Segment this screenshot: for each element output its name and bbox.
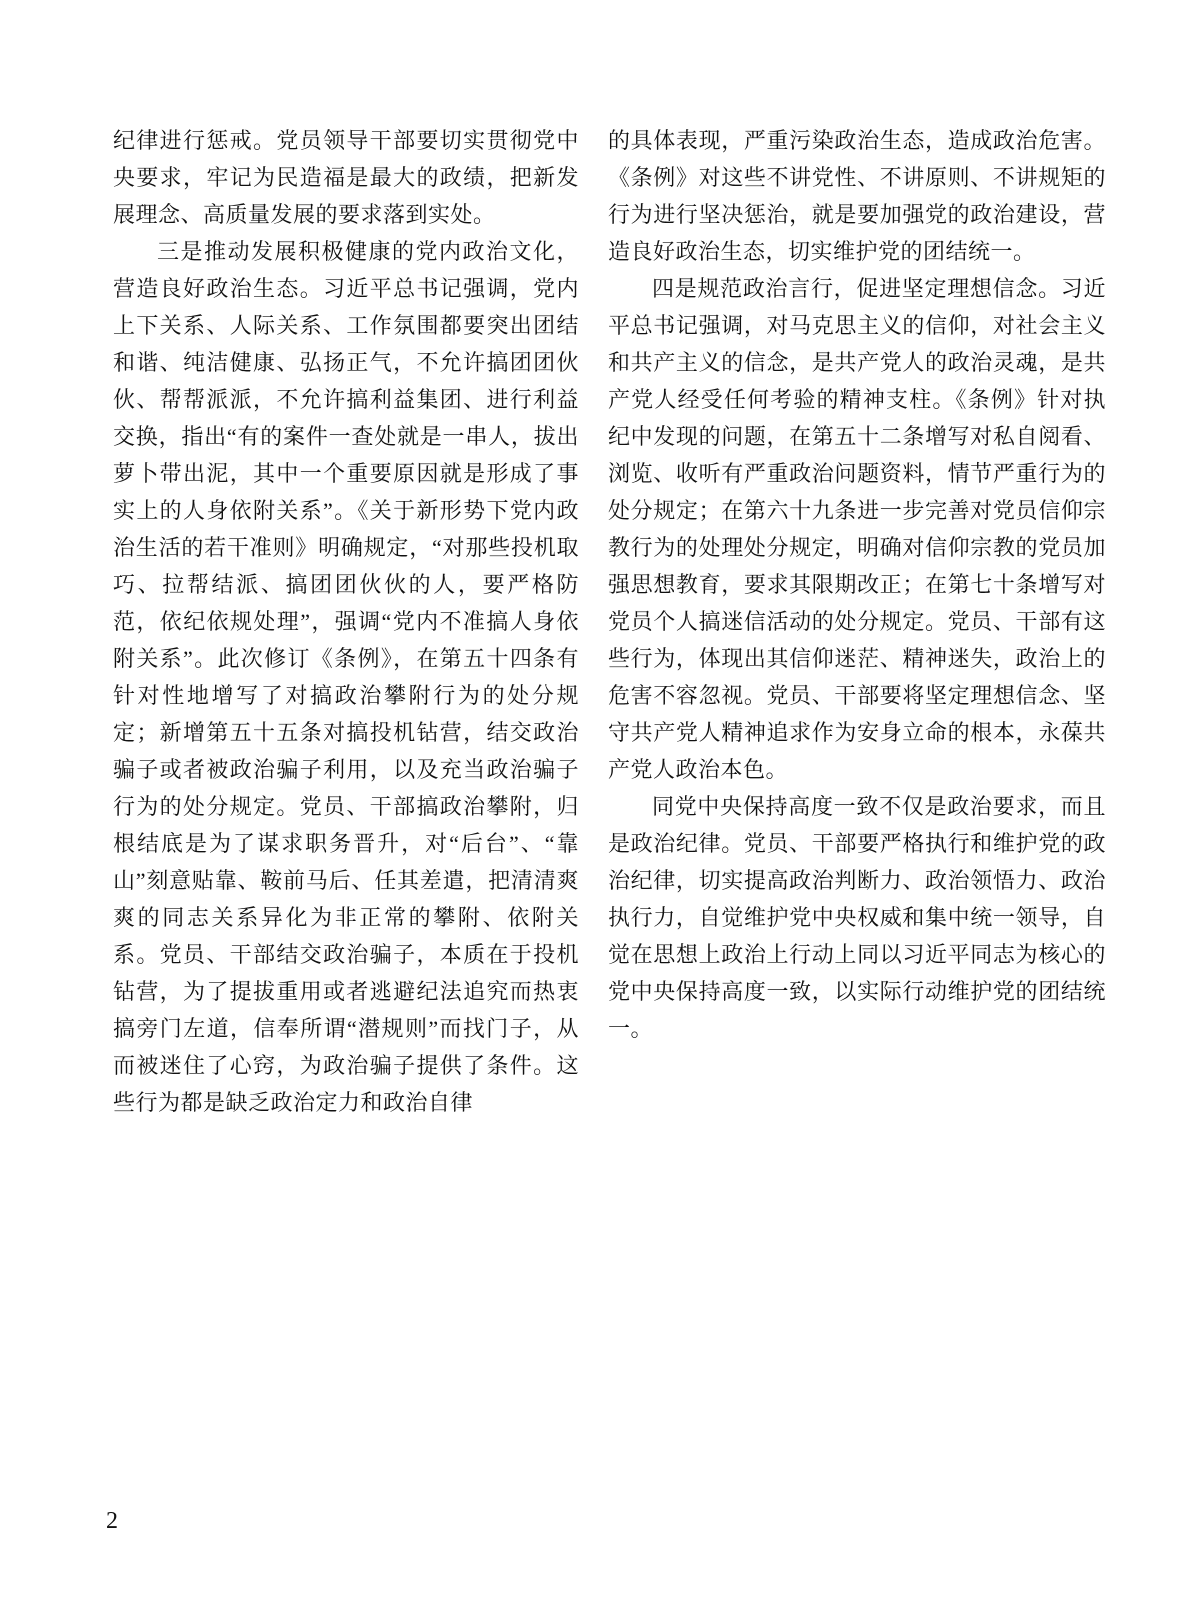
text-column-left xyxy=(113,122,579,1121)
paragraph: 三是推动发展积极健康的党内政治文化，营造良好政治生态。习近平总书记强调，党内上下关系、人际关系、工作氛围都要突出团结和谐、纯洁健康、弘扬正气，不允许搞团团伙伙、帮帮派派，不允许搞利益集团、进行利益交换，指出“有的案件一查处就是一串人，拔出萝卜带出泥，其中一个重要原因就是形成了事实上的人身依附关系”。《关于新形势下党内政治生活的若干准则》明确规定，“对那些投机取巧、拉帮结派、搞团团伙伙的人，要严格防范，依纪依规处理”，强调“党内不准搞人身依附关系”。此次修订《条例》，在第五十四条有针对性地增写了对搞政治攀附行为的处分规定；新增第五十五条对搞投机钻营，结交政治骗子或者被政治骗子利用，以及充当政治骗子行为的处分规定。党员、干部搞政治攀附，归根结底是为了谋求职务晋升，对“后台”、“靠山”刻意贴靠、鞍前马后、任其差遣，把清清爽爽的同志关系异化为非正常的攀附、依附关系。党员、干部结交政治骗子，本质在于投机钻营，为了提拔重用或者逃避纪法追究而热衷搞旁门左道，信奉所谓“潜规则”而找门子，从而被迷住了心窍，为政治骗子提供了条件。这些行为都是缺乏政治定力和政治自律 xyxy=(113,239,579,1115)
paragraph: 同党中央保持高度一致不仅是政治要求，而且是政治纪律。党员、干部要严格执行和维护党的政治纪律，切实提高政治判断力、政治领悟力、政治执行力，自觉维护党中央权威和集中统一领导，自觉在思想上政治上行动上同以习近平同志为核心的党中央保持高度一致，以实际行动维护党的团结统一。 xyxy=(608,794,1106,1041)
paragraph: 四是规范政治言行，促进坚定理想信念。习近平总书记强调，对马克思主义的信仰，对社会主义和共产主义的信念，是共产党人的政治灵魂，是共产党人经受任何考验的精神支柱。《条例》针对执纪中发现的问题，在第五十二条增写对私自阅看、浏览、收听有严重政治问题资料，情节严重行为的处分规定；在第六十九条进一步完善对党员信仰宗教行为的处理处分规定，明确对信仰宗教的党员加强思想教育，要求其限期改正；在第七十条增写对党员个人搞迷信活动的处分规定。党员、干部有这些行为，体现出其信仰迷茫、精神迷失，政治上的危害不容忽视。党员、干部要将坚定理想信念、坚守共产党人精神追求作为安身立命的根本，永葆共产党人政治本色。 xyxy=(608,276,1106,782)
page-number: 2 xyxy=(106,1508,118,1534)
paragraph: 的具体表现，严重污染政治生态，造成政治危害。《条例》对这些不讲党性、不讲原则、不讲规矩的行为进行坚决惩治，就是要加强党的政治建设，营造良好政治生态，切实维护党的团结统一。 xyxy=(608,128,1106,264)
text-body xyxy=(113,122,1106,1121)
text-column-right xyxy=(608,122,1106,1121)
paragraph: 纪律进行惩戒。党员领导干部要切实贯彻党中央要求，牢记为民造福是最大的政绩，把新发展理念、高质量发展的要求落到实处。 xyxy=(113,128,579,227)
